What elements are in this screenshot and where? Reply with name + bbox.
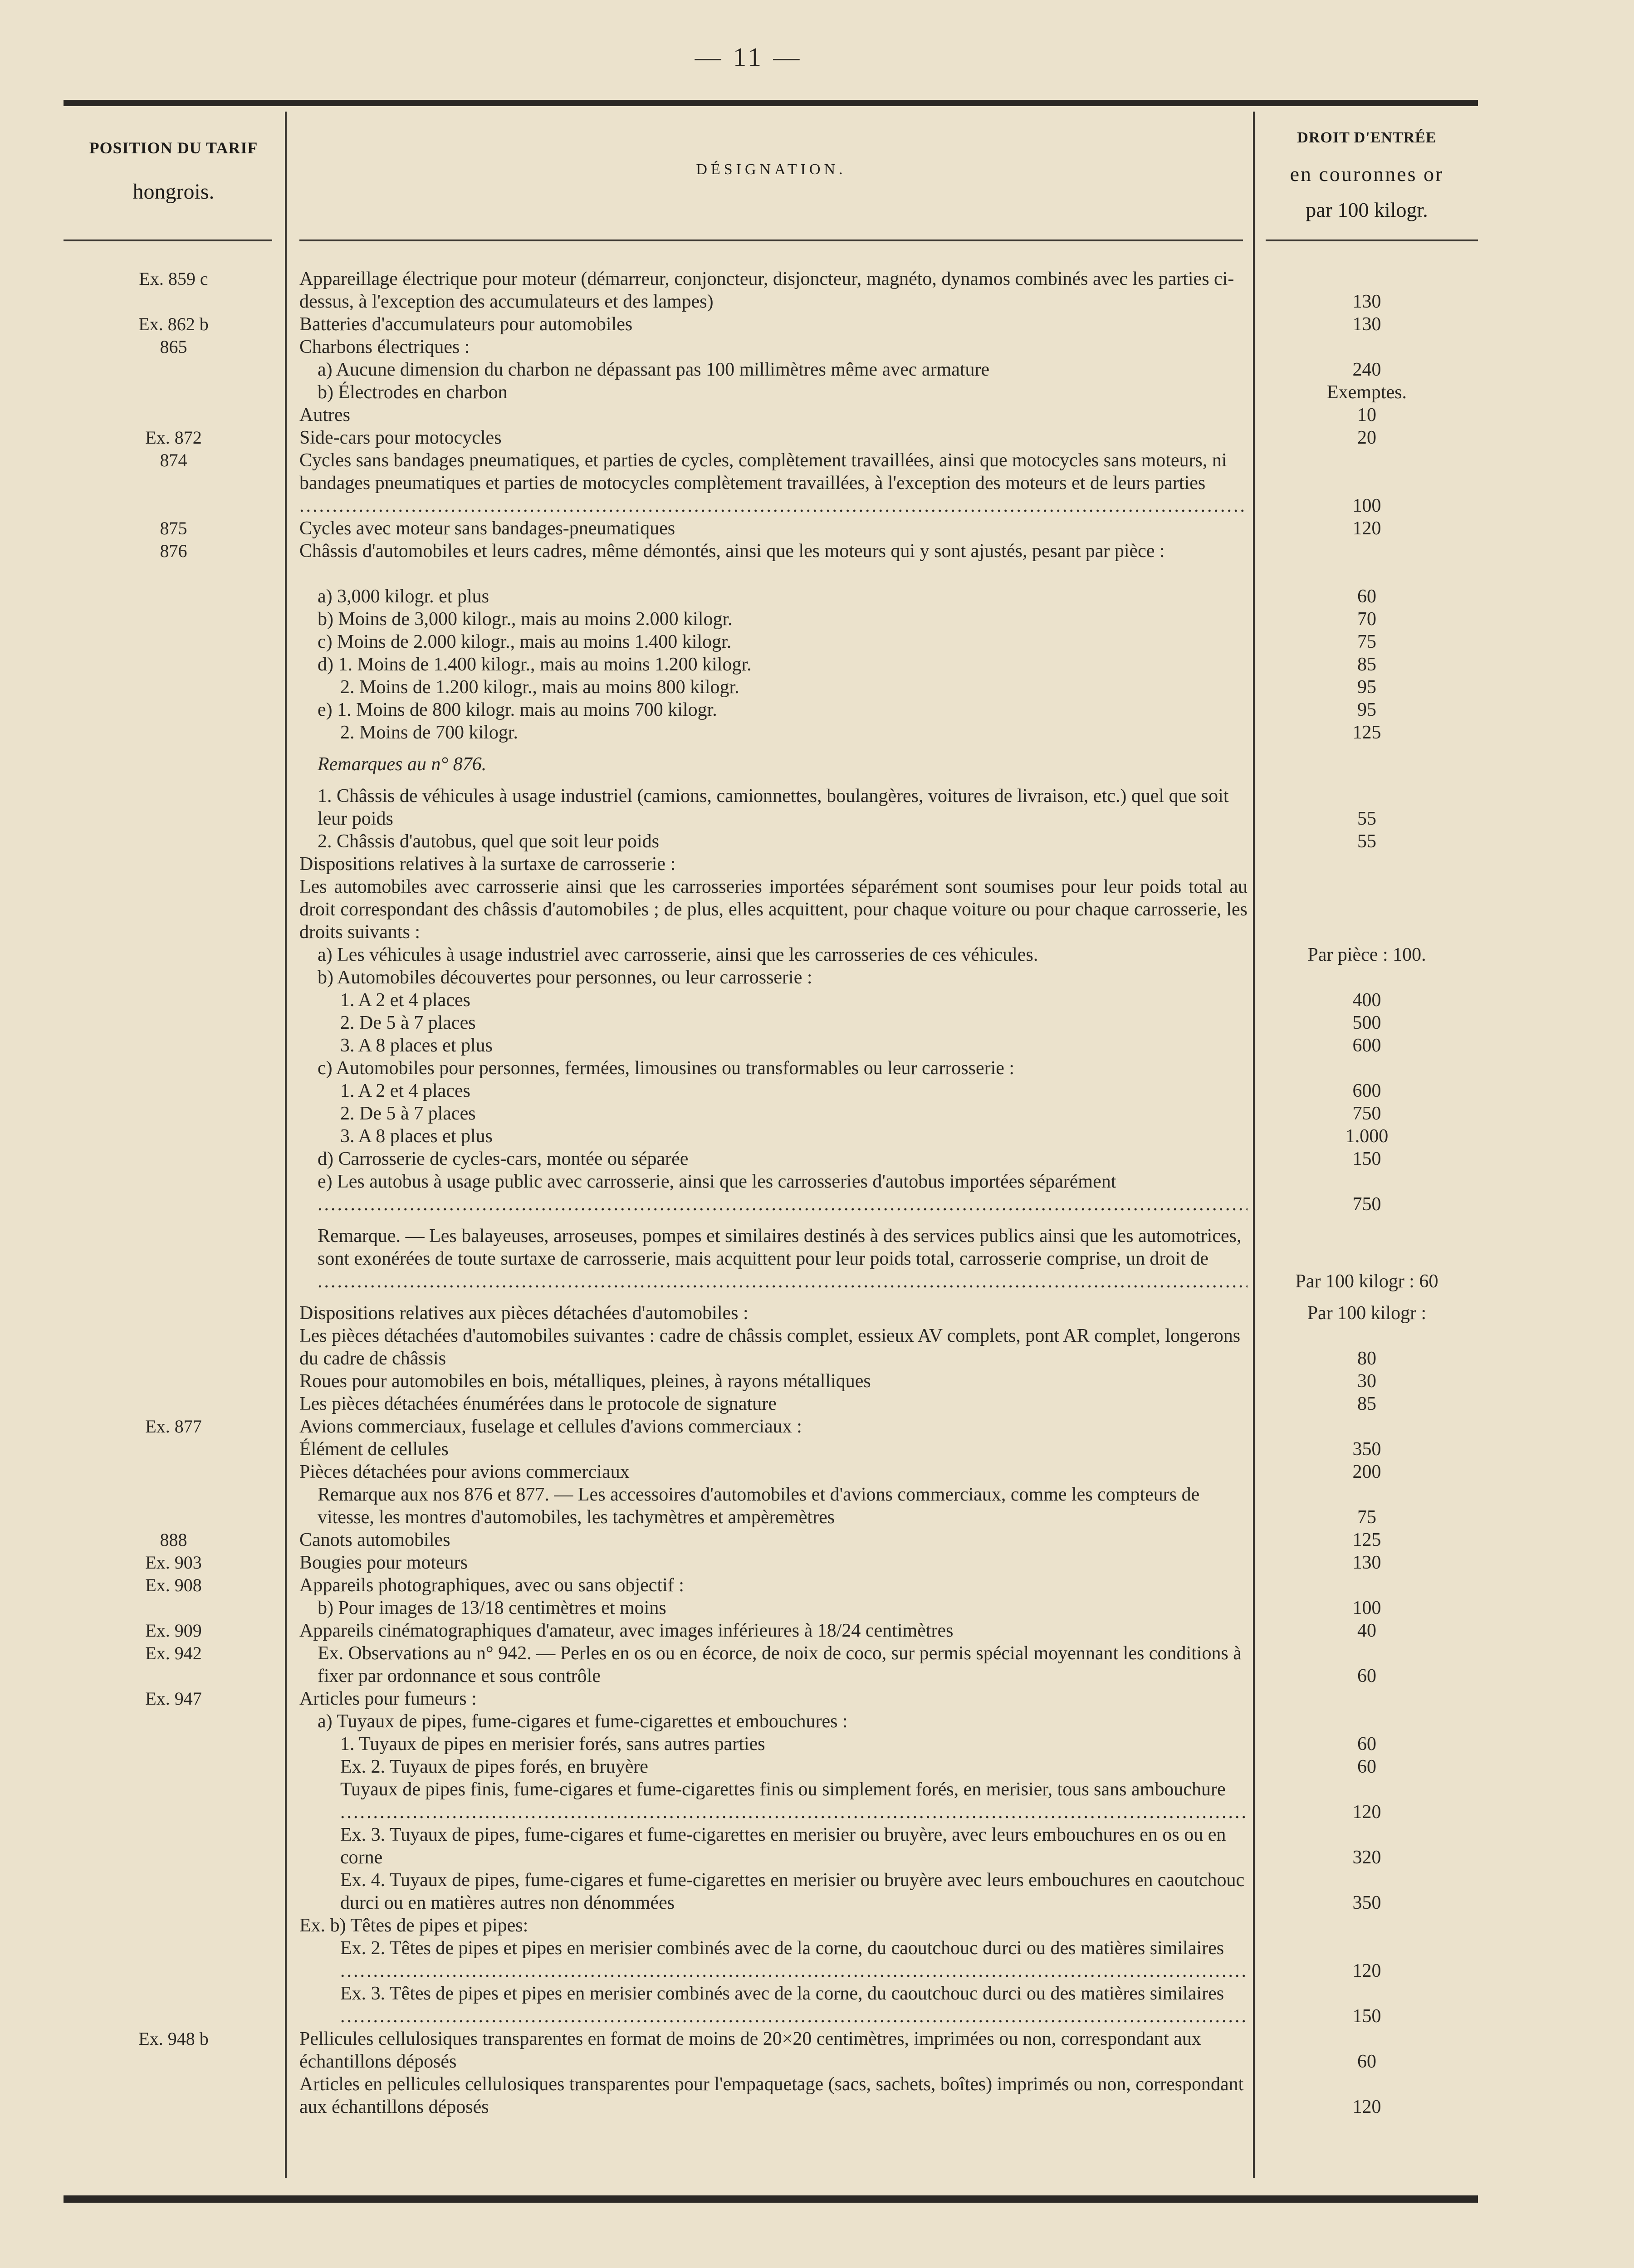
duty-amount: 60 (1357, 1756, 1376, 1777)
row-gap (0, 744, 1634, 753)
duty-value (1256, 1551, 1478, 1574)
designation-text: Ex. 4. Tuyaux de pipes, fume-cigares et fume-cigarettes en merisier ou bruyère avec leurs embouchures en caoutchouc durci ou en matières autres non dénommées ..... (299, 1869, 1248, 1914)
duty-value (1256, 1846, 1478, 1869)
designation-text: Pièces détachées pour avions commerciaux ..... (299, 1461, 1248, 1483)
tariff-row (0, 1225, 1634, 1293)
duty-amount: 60 (1357, 2051, 1376, 2072)
header-rule-col3 (1266, 240, 1478, 241)
designation-text: Châssis d'automobiles et leurs cadres, même démontés, ainsi que les moteurs qui y sont ajustés, pesant par pièce : (299, 541, 1165, 562)
tariff-position: 875 (160, 518, 187, 538)
header-duty (1256, 129, 1478, 222)
duty-value (1256, 585, 1478, 608)
tariff-row (0, 1461, 1634, 1483)
duty-value (1256, 1148, 1478, 1170)
duty-amount: 95 (1357, 699, 1376, 720)
designation-text: d) Carrosserie de cycles-cars, montée ou séparée ..... (299, 1148, 1248, 1170)
duty-amount: 600 (1352, 1035, 1381, 1056)
designation-text: Ex. 2. Tuyaux de pipes forés, en bruyère ..... (299, 1755, 1248, 1778)
duty-amount: 85 (1357, 654, 1376, 675)
tariff-row (0, 268, 1634, 313)
duty-value (1256, 517, 1478, 540)
designation-text: Dispositions relatives aux pièces détachées d'automobiles : (299, 1303, 749, 1324)
header-rule-col2 (299, 240, 1243, 241)
designation-text: 2. Moins de 700 kilogr. ..... (299, 721, 1248, 744)
tariff-row (0, 426, 1634, 449)
tariff-row (0, 585, 1634, 608)
designation-text: Les pièces détachées d'automobiles suivantes : cadre de châssis complet, essieux AV complets, pont AR complet, longerons du cadre de châssis ..... (299, 1325, 1248, 1370)
bottom-rule (64, 2195, 1478, 2203)
duty-value (1256, 608, 1478, 631)
designation-text: 2. De 5 à 7 places ..... (299, 1012, 1248, 1034)
tariff-row (0, 1125, 1634, 1148)
duty-amount: Par 100 kilogr : 60 (1295, 1271, 1438, 1292)
duty-amount: Par pièce : 100. (1307, 944, 1426, 965)
tariff-position: Ex. 942 (145, 1643, 202, 1663)
tariff-row (0, 2073, 1634, 2118)
tariff-row (0, 1057, 1634, 1080)
duty-amount: 750 (1352, 1194, 1381, 1215)
tariff-row (0, 1551, 1634, 1574)
designation-text: Autres ..... (299, 404, 1248, 426)
duty-amount: 125 (1352, 1530, 1381, 1550)
tariff-row (0, 631, 1634, 653)
designation-text: Appareils cinématographiques d'amateur, avec images inférieures à 18/24 centimètres ..... (299, 1619, 1248, 1642)
tariff-row (0, 1302, 1634, 1325)
designation-text: Élément de cellules ..... (299, 1438, 1248, 1461)
duty-amount: 130 (1352, 1552, 1381, 1573)
tariff-row (0, 653, 1634, 676)
tariff-row (0, 1034, 1634, 1057)
designation-text: Articles pour fumeurs : (299, 1688, 477, 1709)
duty-value (1256, 1665, 1478, 1687)
tariff-row (0, 1148, 1634, 1170)
tariff-rows (0, 268, 1634, 2118)
duty-value (1256, 1102, 1478, 1125)
duty-amount: 500 (1352, 1012, 1381, 1033)
header-position-line1: POSITION DU TARIF (89, 139, 258, 157)
duty-value (1256, 426, 1478, 449)
tariff-row (0, 381, 1634, 404)
duty-amount: 75 (1357, 631, 1376, 652)
designation-text: Ex. Observations au n° 942. — Perles en os ou en écorce, de noix de coco, sur permis spécial moyennant les conditions à fixer par ordonnance et sous contrôle ..... (299, 1642, 1248, 1687)
duty-amount: 750 (1352, 1103, 1381, 1124)
designation-text: b) Automobiles découvertes pour personnes, ou leur carrosserie : (318, 967, 812, 988)
tariff-row (0, 1778, 1634, 1823)
duty-value (1256, 1393, 1478, 1415)
duty-value (1256, 943, 1478, 966)
tariff-row (0, 336, 1634, 358)
row-gap (0, 776, 1634, 785)
tariff-position: Ex. 947 (145, 1688, 202, 1709)
tariff-position: Ex. 908 (145, 1575, 202, 1595)
duty-value (1256, 1733, 1478, 1755)
duty-value (1256, 1125, 1478, 1148)
tariff-row (0, 785, 1634, 830)
tariff-row (0, 1937, 1634, 1982)
row-gap (0, 1216, 1634, 1225)
page-number: — 11 — (695, 42, 802, 72)
header-duty-line1: DROIT D'ENTRÉE (1297, 129, 1437, 146)
duty-amount: 200 (1352, 1461, 1381, 1482)
tariff-row (0, 699, 1634, 721)
duty-value (1256, 1960, 1478, 1982)
designation-text: Remarque aux nos 876 et 877. — Les accessoires d'automobiles et d'avions commerciaux, comme les compteurs de vitesse, les montres d'automobiles, les tachymètres et ampèremètres ..... (299, 1483, 1248, 1529)
designation-text: Ex. 2. Têtes de pipes et pipes en merisier combinés avec de la corne, du caoutchouc durci ou des matières similaires ..... (299, 1937, 1248, 1982)
duty-value (1256, 1506, 1478, 1529)
tariff-row (0, 676, 1634, 699)
tariff-row (0, 1869, 1634, 1914)
tariff-position: Ex. 909 (145, 1620, 202, 1641)
designation-text: Ex. b) Têtes de pipes et pipes: (299, 1915, 528, 1936)
duty-amount: 75 (1357, 1507, 1376, 1528)
designation-text: Roues pour automobiles en bois, métalliques, pleines, à rayons métalliques ..... (299, 1370, 1248, 1393)
top-rule (64, 100, 1478, 106)
designation-text: Pellicules cellulosiques transparentes en format de moins de 20×20 centimètres, imprimées ou non, correspondant aux échantillons déposés ..... (299, 2028, 1248, 2073)
duty-value (1256, 721, 1478, 744)
designation-text: Bougies pour moteurs ..... (299, 1551, 1248, 1574)
tariff-row (0, 2028, 1634, 2073)
duty-amount: 80 (1357, 1348, 1376, 1369)
designation-text: c) Automobiles pour personnes, fermées, limousines ou transformables ou leur carrosserie : (318, 1058, 1015, 1079)
tariff-row (0, 875, 1634, 943)
tariff-position: Ex. 859 c (139, 269, 208, 289)
duty-amount: 20 (1357, 427, 1376, 448)
tariff-row (0, 1574, 1634, 1597)
duty-value (1256, 1302, 1478, 1325)
designation-text: a) Les véhicules à usage industriel avec carrosserie, ainsi que les carrosseries de ces véhicules. (318, 944, 1038, 965)
duty-amount: 60 (1357, 1666, 1376, 1686)
duty-value (1256, 313, 1478, 336)
header-designation: DÉSIGNATION. (696, 161, 846, 178)
tariff-row (0, 358, 1634, 381)
duty-value (1256, 1597, 1478, 1619)
tariff-row (0, 608, 1634, 631)
designation-text: b) Moins de 3,000 kilogr., mais au moins 2.000 kilogr. ..... (299, 608, 1248, 631)
designation-text: Charbons électriques : (299, 337, 470, 357)
duty-value (1256, 1461, 1478, 1483)
designation-text: Remarques au n° 876. (318, 754, 487, 775)
tariff-position: Ex. 872 (145, 427, 202, 448)
header-duty-line3: par 100 kilogr. (1306, 198, 1428, 221)
tariff-row (0, 1687, 1634, 1710)
duty-amount: 100 (1352, 495, 1381, 516)
duty-amount: 240 (1352, 359, 1381, 380)
duty-amount: 350 (1352, 1892, 1381, 1913)
designation-text: Ex. 3. Têtes de pipes et pipes en merisier combinés avec de la corne, du caoutchouc durci ou des matières similaires ..... (299, 1982, 1248, 2028)
duty-amount: 95 (1357, 677, 1376, 698)
duty-amount: Par 100 kilogr : (1307, 1303, 1427, 1324)
duty-value (1256, 653, 1478, 676)
duty-value (1256, 1270, 1478, 1293)
duty-amount: 150 (1352, 2006, 1381, 2027)
designation-text: Dispositions relatives à la surtaxe de carrosserie : (299, 854, 676, 875)
duty-value (1256, 1012, 1478, 1034)
designation-text: 1. Châssis de véhicules à usage industriel (camions, camionnettes, boulangères, voitures de livraison, etc.) quel que soit leur poids ..... (299, 785, 1248, 830)
designation-text: Les automobiles avec carrosserie ainsi que les carrosseries importées séparément sont soumises pour leur poids total au droit correspondant des châssis d'automobiles ; de plus, elles acquittent, pour chaque voiture ou pour chaque carrosserie, les droits suivants : (299, 876, 1248, 943)
tariff-position: 865 (160, 337, 187, 357)
tariff-row (0, 853, 1634, 875)
duty-value (1256, 1755, 1478, 1778)
duty-value (1256, 290, 1478, 313)
duty-value (1256, 807, 1478, 830)
duty-amount: 100 (1352, 1598, 1381, 1618)
duty-amount: 60 (1357, 586, 1376, 607)
tariff-row (0, 1438, 1634, 1461)
tariff-row (0, 1619, 1634, 1642)
designation-text: b) Pour images de 13/18 centimètres et moins ..... (299, 1597, 1248, 1619)
tariff-row (0, 540, 1634, 585)
tariff-row (0, 1755, 1634, 1778)
tariff-row (0, 1982, 1634, 2028)
designation-text: Canots automobiles ..... (299, 1529, 1248, 1551)
duty-amount: 85 (1357, 1393, 1376, 1414)
tariff-position: 888 (160, 1530, 187, 1550)
tariff-position: Ex. 948 b (138, 2028, 209, 2049)
tariff-position: 874 (160, 450, 187, 470)
tariff-position: Ex. 862 b (138, 314, 209, 334)
designation-text: Appareils photographiques, avec ou sans objectif : (299, 1575, 684, 1596)
tariff-row (0, 943, 1634, 966)
tariff-row (0, 1597, 1634, 1619)
tariff-row (0, 1823, 1634, 1869)
designation-text: a) 3,000 kilogr. et plus ..... (299, 585, 1248, 608)
tariff-position: 876 (160, 541, 187, 561)
designation-text: 2. Châssis d'autobus, quel que soit leur poids ..... (299, 830, 1248, 853)
designation-text: Cycles avec moteur sans bandages-pneumatiques ..... (299, 517, 1248, 540)
tariff-row (0, 989, 1634, 1012)
tariff-row (0, 1325, 1634, 1370)
duty-value (1256, 1034, 1478, 1057)
designation-text: e) Les autobus à usage public avec carrosserie, ainsi que les carrosseries d'autobus importées séparément ..... (299, 1170, 1248, 1216)
duty-amount: 130 (1352, 314, 1381, 335)
tariff-row (0, 1710, 1634, 1733)
duty-amount: 125 (1352, 722, 1381, 743)
duty-amount: 55 (1357, 808, 1376, 829)
designation-text: 3. A 8 places et plus ..... (299, 1125, 1248, 1148)
tariff-row (0, 753, 1634, 776)
designation-text: Batteries d'accumulateurs pour automobiles ..... (299, 313, 1248, 336)
duty-value (1256, 2050, 1478, 2073)
duty-amount: 120 (1352, 1802, 1381, 1823)
duty-value (1256, 1347, 1478, 1370)
tariff-row (0, 449, 1634, 517)
header-position (64, 138, 284, 204)
tariff-row (0, 1642, 1634, 1687)
header-rule-col1 (64, 240, 272, 241)
duty-amount: 30 (1357, 1371, 1376, 1392)
designation-text: Les pièces détachées énumérées dans le protocole de signature ..... (299, 1393, 1248, 1415)
duty-value (1256, 676, 1478, 699)
row-gap (0, 1293, 1634, 1302)
duty-amount: Exemptes. (1326, 382, 1407, 403)
designation-text: a) Aucune dimension du charbon ne dépassant pas 100 millimètres même avec armature ..... (299, 358, 1248, 381)
tariff-row (0, 1415, 1634, 1438)
duty-amount: 120 (1352, 2097, 1381, 2117)
tariff-row (0, 1393, 1634, 1415)
designation-text: 1. Tuyaux de pipes en merisier forés, sans autres parties ..... (299, 1733, 1248, 1755)
tariff-row (0, 1529, 1634, 1551)
duty-value (1256, 2005, 1478, 2028)
tariff-row (0, 1370, 1634, 1393)
tariff-row (0, 1080, 1634, 1102)
duty-amount: 1.000 (1345, 1126, 1389, 1147)
duty-value (1256, 989, 1478, 1012)
designation-text: c) Moins de 2.000 kilogr., mais au moins 1.400 kilogr. ..... (299, 631, 1248, 653)
duty-amount: 10 (1357, 405, 1376, 425)
designation-text: Side-cars pour motocycles ..... (299, 426, 1248, 449)
duty-value (1256, 381, 1478, 404)
tariff-position: Ex. 903 (145, 1552, 202, 1573)
tariff-row (0, 404, 1634, 426)
designation-text: Avions commerciaux, fuselage et cellules d'avions commerciaux : (299, 1416, 802, 1437)
duty-amount: 70 (1357, 609, 1376, 630)
duty-value (1256, 404, 1478, 426)
tariff-row (0, 313, 1634, 336)
designation-text: 2. De 5 à 7 places ..... (299, 1102, 1248, 1125)
duty-value (1256, 699, 1478, 721)
tariff-row (0, 966, 1634, 989)
designation-text: Articles en pellicules cellulosiques transparentes pour l'empaquetage (sacs, sachets, boîtes) imprimés ou non, correspondant aux échantillons déposés ..... (299, 2073, 1248, 2118)
tariff-row (0, 721, 1634, 744)
designation-text: 3. A 8 places et plus ..... (299, 1034, 1248, 1057)
duty-value (1256, 1080, 1478, 1102)
designation-text: Ex. 3. Tuyaux de pipes, fume-cigares et fume-cigarettes en merisier ou bruyère, avec leurs embouchures en os ou en corne ..... (299, 1823, 1248, 1869)
designation-text: a) Tuyaux de pipes, fume-cigares et fume-cigarettes et embouchures : (318, 1711, 848, 1732)
header-position-line2: hongrois. (132, 180, 215, 204)
duty-amount: 600 (1352, 1080, 1381, 1101)
designation-text: e) 1. Moins de 800 kilogr. mais au moins 700 kilogr. ..... (299, 699, 1248, 721)
duty-value (1256, 1619, 1478, 1642)
designation-text: b) Électrodes en charbon ..... (299, 381, 1248, 404)
duty-amount: 120 (1352, 518, 1381, 539)
tariff-row (0, 1733, 1634, 1755)
duty-value (1256, 1438, 1478, 1461)
duty-value (1256, 1529, 1478, 1551)
duty-value (1256, 1370, 1478, 1393)
duty-amount: 400 (1352, 990, 1381, 1011)
duty-value (1256, 1801, 1478, 1823)
duty-value (1256, 2096, 1478, 2118)
duty-amount: 320 (1352, 1847, 1381, 1868)
duty-amount: 150 (1352, 1149, 1381, 1169)
tariff-row (0, 1914, 1634, 1937)
tariff-row (0, 1170, 1634, 1216)
tariff-row (0, 1012, 1634, 1034)
tariff-row (0, 1102, 1634, 1125)
duty-value (1256, 358, 1478, 381)
duty-amount: 350 (1352, 1439, 1381, 1460)
designation-text: Cycles sans bandages pneumatiques, et parties de cycles, complètement travaillées, ainsi que motocycles sans moteurs, ni bandages pneumatiques et parties de motocycles complètement travaillées, à l'exception des moteurs et de leurs parties ..... (299, 449, 1248, 517)
duty-amount: 55 (1357, 831, 1376, 852)
designation-text: 1. A 2 et 4 places ..... (299, 989, 1248, 1012)
duty-value (1256, 830, 1478, 853)
duty-amount: 40 (1357, 1620, 1376, 1641)
duty-amount: 130 (1352, 291, 1381, 312)
tariff-row (0, 517, 1634, 540)
designation-text: Remarque. — Les balayeuses, arroseuses, pompes et similaires destinés à des services publics ainsi que les automotrices, sont exonérées de toute surtaxe de carrosserie, mais acquittent pour leur poids total, carrosserie comprise, un droit de ..... (299, 1225, 1248, 1293)
duty-value (1256, 1892, 1478, 1914)
duty-value (1256, 1193, 1478, 1216)
designation-text: 1. A 2 et 4 places ..... (299, 1080, 1248, 1102)
duty-amount: 60 (1357, 1734, 1376, 1755)
duty-amount: 120 (1352, 1960, 1381, 1981)
tariff-row (0, 830, 1634, 853)
designation-text: Tuyaux de pipes finis, fume-cigares et fume-cigarettes finis ou simplement forés, en merisier, tous sans ambouchure ..... (299, 1778, 1248, 1823)
tariff-row (0, 1483, 1634, 1529)
tariff-position: Ex. 877 (145, 1416, 202, 1437)
duty-value (1256, 631, 1478, 653)
header-duty-line2: en couronnes or (1290, 162, 1444, 186)
designation-text: d) 1. Moins de 1.400 kilogr., mais au moins 1.200 kilogr. ..... (299, 653, 1248, 676)
designation-text: Appareillage électrique pour moteur (démarreur, conjoncteur, disjoncteur, magnéto, dynamos combinés avec les parties ci-dessus, à l'exception des accumulateurs et des lampes) ..... (299, 268, 1248, 313)
duty-value (1256, 494, 1478, 517)
designation-text: 2. Moins de 1.200 kilogr., mais au moins 800 kilogr. ..... (299, 676, 1248, 699)
